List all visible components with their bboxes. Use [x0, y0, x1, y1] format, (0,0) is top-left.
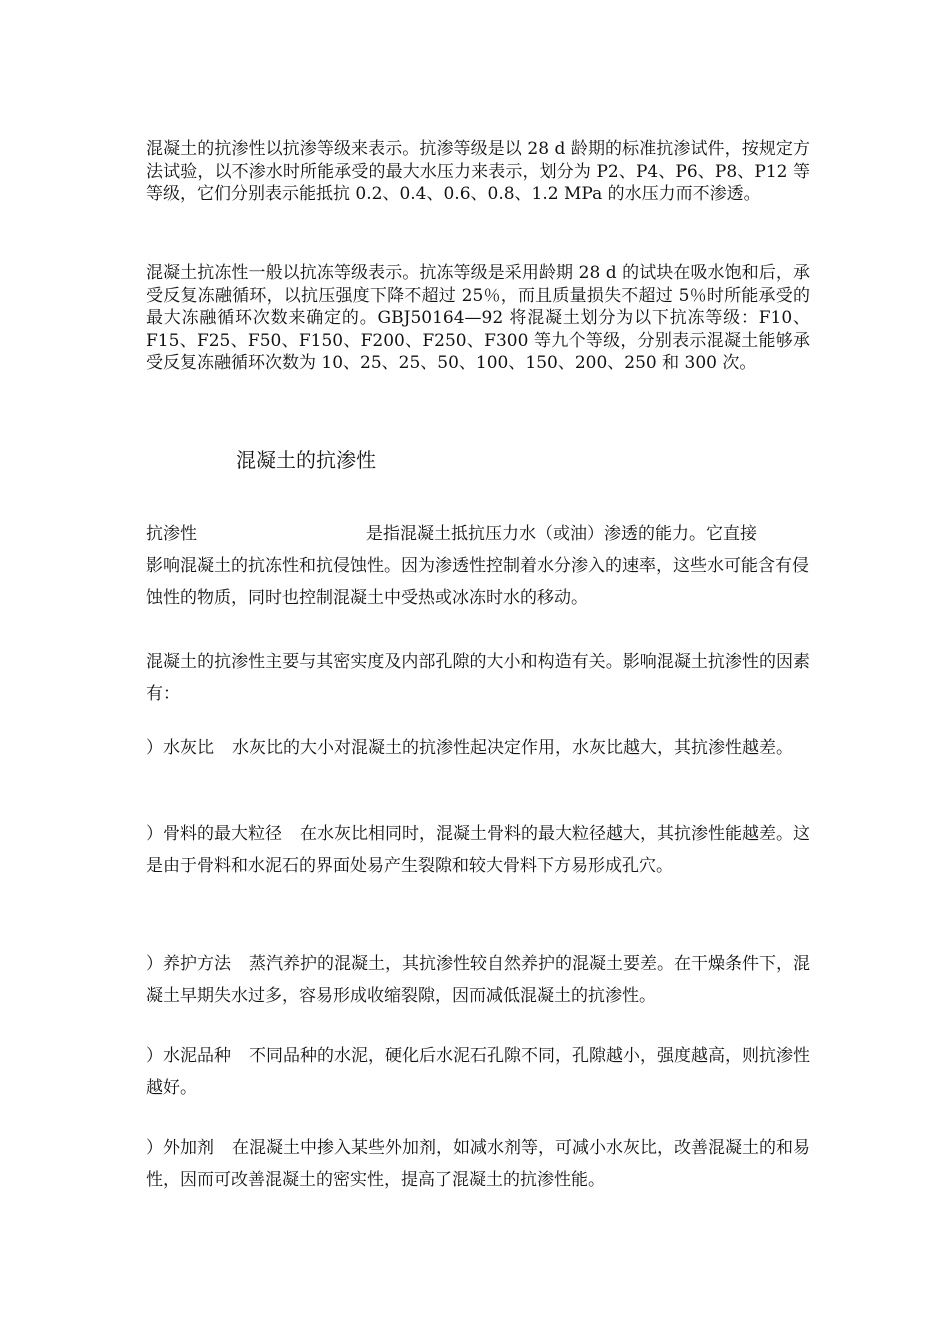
factor-item — [146, 1132, 810, 1196]
factors-intro-paragraph: 混凝土的抗渗性主要与其密实度及内部孔隙的大小和构造有关。影响混凝土抗渗性的因素有： — [146, 652, 810, 704]
impermeability-grade-paragraph: 混凝土的抗渗性以抗渗等级来表示。抗渗等级是以 28 d 龄期的标准抗渗试件，按规定方法试验，以不渗水时所能承受的最大水压力来表示，划分为 P2、P4、P6、P8、P12 等等级，它们分别表示能抵抗 0.2、0.4、0.6、0.8、1.2 MPa 的水压力而不渗透。 — [146, 139, 810, 204]
factor-label: ）水泥品种 — [146, 1046, 231, 1066]
factor-label: ）养护方法 — [146, 954, 231, 974]
factor-item — [146, 732, 810, 764]
factor-label: ）外加剂 — [146, 1138, 214, 1158]
factor-item — [146, 818, 810, 882]
factor-item — [146, 1040, 810, 1104]
factor-text: 在混凝土中掺入某些外加剂，如减水剂等，可减小水灰比，改善混凝土的和易性，因而可改善混凝土的密实性，提高了混凝土的抗渗性能。 — [146, 1138, 810, 1190]
definition-first-line: 是指混凝土抵抗压力水（或油）渗透的能力。它直接 — [366, 524, 757, 544]
definition-term: 抗渗性 — [146, 524, 197, 544]
definition-paragraph — [146, 518, 810, 614]
definition-rest: 影响混凝土的抗冻性和抗侵蚀性。因为渗透性控制着水分渗入的速率，这些水可能含有侵蚀性的物质，同时也控制混凝土中受热或冰冻时水的移动。 — [146, 556, 809, 608]
factor-item — [146, 948, 810, 1012]
factor-label: ）水灰比 — [146, 738, 214, 758]
factor-text: 不同品种的水泥，硬化后水泥石孔隙不同，孔隙越小，强度越高，则抗渗性越好。 — [146, 1046, 810, 1098]
frost-resistance-grade-paragraph: 混凝土抗冻性一般以抗冻等级表示。抗冻等级是采用龄期 28 d 的试块在吸水饱和后，承受反复冻融循环，以抗压强度下降不超过 25％，而且质量损失不超过 5％时所能承受的最大冻融循环次数来确定的。GBJ50164—92 将混凝土划分为以下抗冻等级：F10、F15、F25、F50、F150、F200、F250、F300 等九个等级，分别表示混凝土能够承受反复冻融循环次数为 10、25、25、50、100、150、200、250 和 300 次。 — [146, 263, 810, 373]
factor-text: 水灰比的大小对混凝土的抗渗性起决定作用，水灰比越大，其抗渗性越差。 — [232, 738, 793, 758]
factor-text: 在水灰比相同时，混凝土骨料的最大粒径越大，其抗渗性能越差。这是由于骨料和水泥石的界面处易产生裂隙和较大骨料下方易形成孔穴。 — [146, 824, 810, 876]
section-heading: 混凝土的抗渗性 — [236, 448, 376, 472]
factor-text: 蒸汽养护的混凝土，其抗渗性较自然养护的混凝土要差。在干燥条件下，混凝土早期失水过多，容易形成收缩裂隙，因而减低混凝土的抗渗性。 — [146, 954, 810, 1006]
factor-label: ）骨料的最大粒径 — [146, 824, 282, 844]
